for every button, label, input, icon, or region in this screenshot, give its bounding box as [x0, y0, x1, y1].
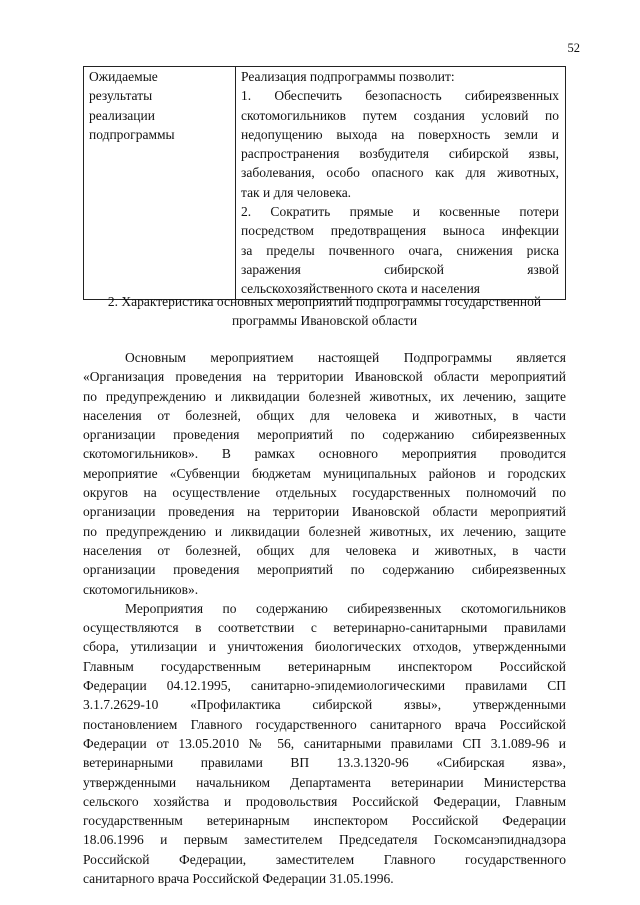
body-line: сельского хозяйства и продовольствия Российской Федерации, Главным: [83, 793, 566, 809]
table-content-line: заражения сибирской язвой: [241, 261, 559, 277]
body-line: мероприятие «Субвенции бюджетам муниципальных районов и городских: [83, 465, 566, 481]
body-line: Главным государственным ветеринарным инспектором Российской: [83, 658, 566, 674]
body-text: [83, 348, 566, 888]
body-line: Российской Федерации, заместителем Главного государственного: [83, 851, 566, 867]
body-line: организации проведения на территории Ивановской области мероприятий: [83, 504, 566, 520]
body-line: Федерации от 13.05.2010 № 56, санитарными правилами СП 3.1.089-96 и: [83, 735, 566, 751]
body-line: по предупреждению и ликвидации болезней животных, их лечению, защите: [83, 523, 566, 539]
page-number: 52: [567, 41, 580, 55]
body-line: 18.06.1996 и первым заместителем Председателя Госкомсанэпиднадзора: [83, 832, 566, 848]
body-line: 3.1.7.2629-10 «Профилактика сибирской язвы», утвержденными: [83, 697, 566, 713]
table-content-line: распространения возбудителя сибирской язвы,: [241, 146, 559, 162]
label-line: реализации: [89, 107, 155, 123]
table-content-line: 1. Обеспечить безопасность сибиреязвенных: [241, 88, 559, 104]
table-content-cell: [236, 67, 566, 300]
expected-results-table: [83, 66, 566, 300]
section-heading: [83, 292, 566, 330]
body-line: Основным мероприятием настоящей Подпрограммы является: [125, 350, 566, 365]
table-content-line: Реализация подпрограммы позволит:: [241, 69, 455, 84]
table-content-line: 2. Сократить прямые и косвенные потери: [241, 204, 559, 220]
label-line: подпрограммы: [89, 126, 175, 142]
table-content-line: недопущению выхода на поверхность земли и: [241, 126, 559, 142]
body-line: скотомогильников». В рамках основного мероприятия проводится: [83, 446, 566, 462]
body-line: «Организация проведения на территории Ивановской области мероприятий: [83, 369, 566, 385]
body-line: округов на осуществление отдельных государственных полномочий по: [83, 485, 566, 501]
table-content-line: сельскохозяйственного скота и населения: [241, 281, 480, 297]
body-line: Федерации 04.12.1995, санитарно-эпидемиологическими правилами СП: [83, 678, 566, 694]
table-content-line: скотомогильников путем создания условий по: [241, 107, 559, 123]
section-heading-line: 2. Характеристика основных мероприятий подпрограммы государственной: [107, 294, 542, 309]
body-line: ветеринарными правилами ВП 13.3.1320-96 «Сибирская язва»,: [83, 755, 566, 771]
table-content-line: заболевания, особо опасного как для животных,: [241, 165, 559, 181]
body-line: организации проведения мероприятий по содержанию сибиреязвенных: [83, 427, 566, 443]
body-line: населения от болезней, общих для человека и животных, в части: [83, 542, 566, 558]
section-heading-line: программы Ивановской области: [231, 313, 418, 328]
table-content-line: так и для человека.: [241, 184, 352, 200]
body-line: по предупреждению и ликвидации болезней животных, их лечению, защите: [83, 388, 566, 404]
body-line: сбора, утилизации и уничтожения биологических отходов, утвержденными: [83, 639, 566, 655]
body-line: постановлением Главного государственного санитарного врача Российской: [83, 716, 566, 732]
body-line: организации проведения мероприятий по содержанию сибиреязвенных: [83, 562, 566, 578]
body-line: санитарного врача Российской Федерации 31.05.1996.: [83, 871, 394, 887]
body-line: Мероприятия по содержанию сибиреязвенных скотомогильников: [125, 600, 566, 616]
table-content-line: посредством предотвращения выноса инфекции: [241, 223, 559, 239]
table-row: [84, 67, 566, 300]
label-line: Ожидаемые: [89, 69, 158, 84]
body-line: государственным ветеринарным инспектором Российской Федерации: [83, 813, 566, 829]
body-line: осуществляются в соответствии с ветеринарно-санитарными правилами: [83, 620, 566, 636]
label-line: результаты: [89, 88, 153, 104]
table-content-line: за пределы почвенного очага, снижения риска: [241, 242, 559, 258]
body-line: скотомогильников».: [83, 581, 199, 597]
body-line: утвержденными начальником Департамента ветеринарии Министерства: [83, 774, 566, 790]
table-label-cell: [84, 67, 236, 300]
body-line: населения от болезней, общих для человека и животных, в части: [83, 407, 566, 423]
